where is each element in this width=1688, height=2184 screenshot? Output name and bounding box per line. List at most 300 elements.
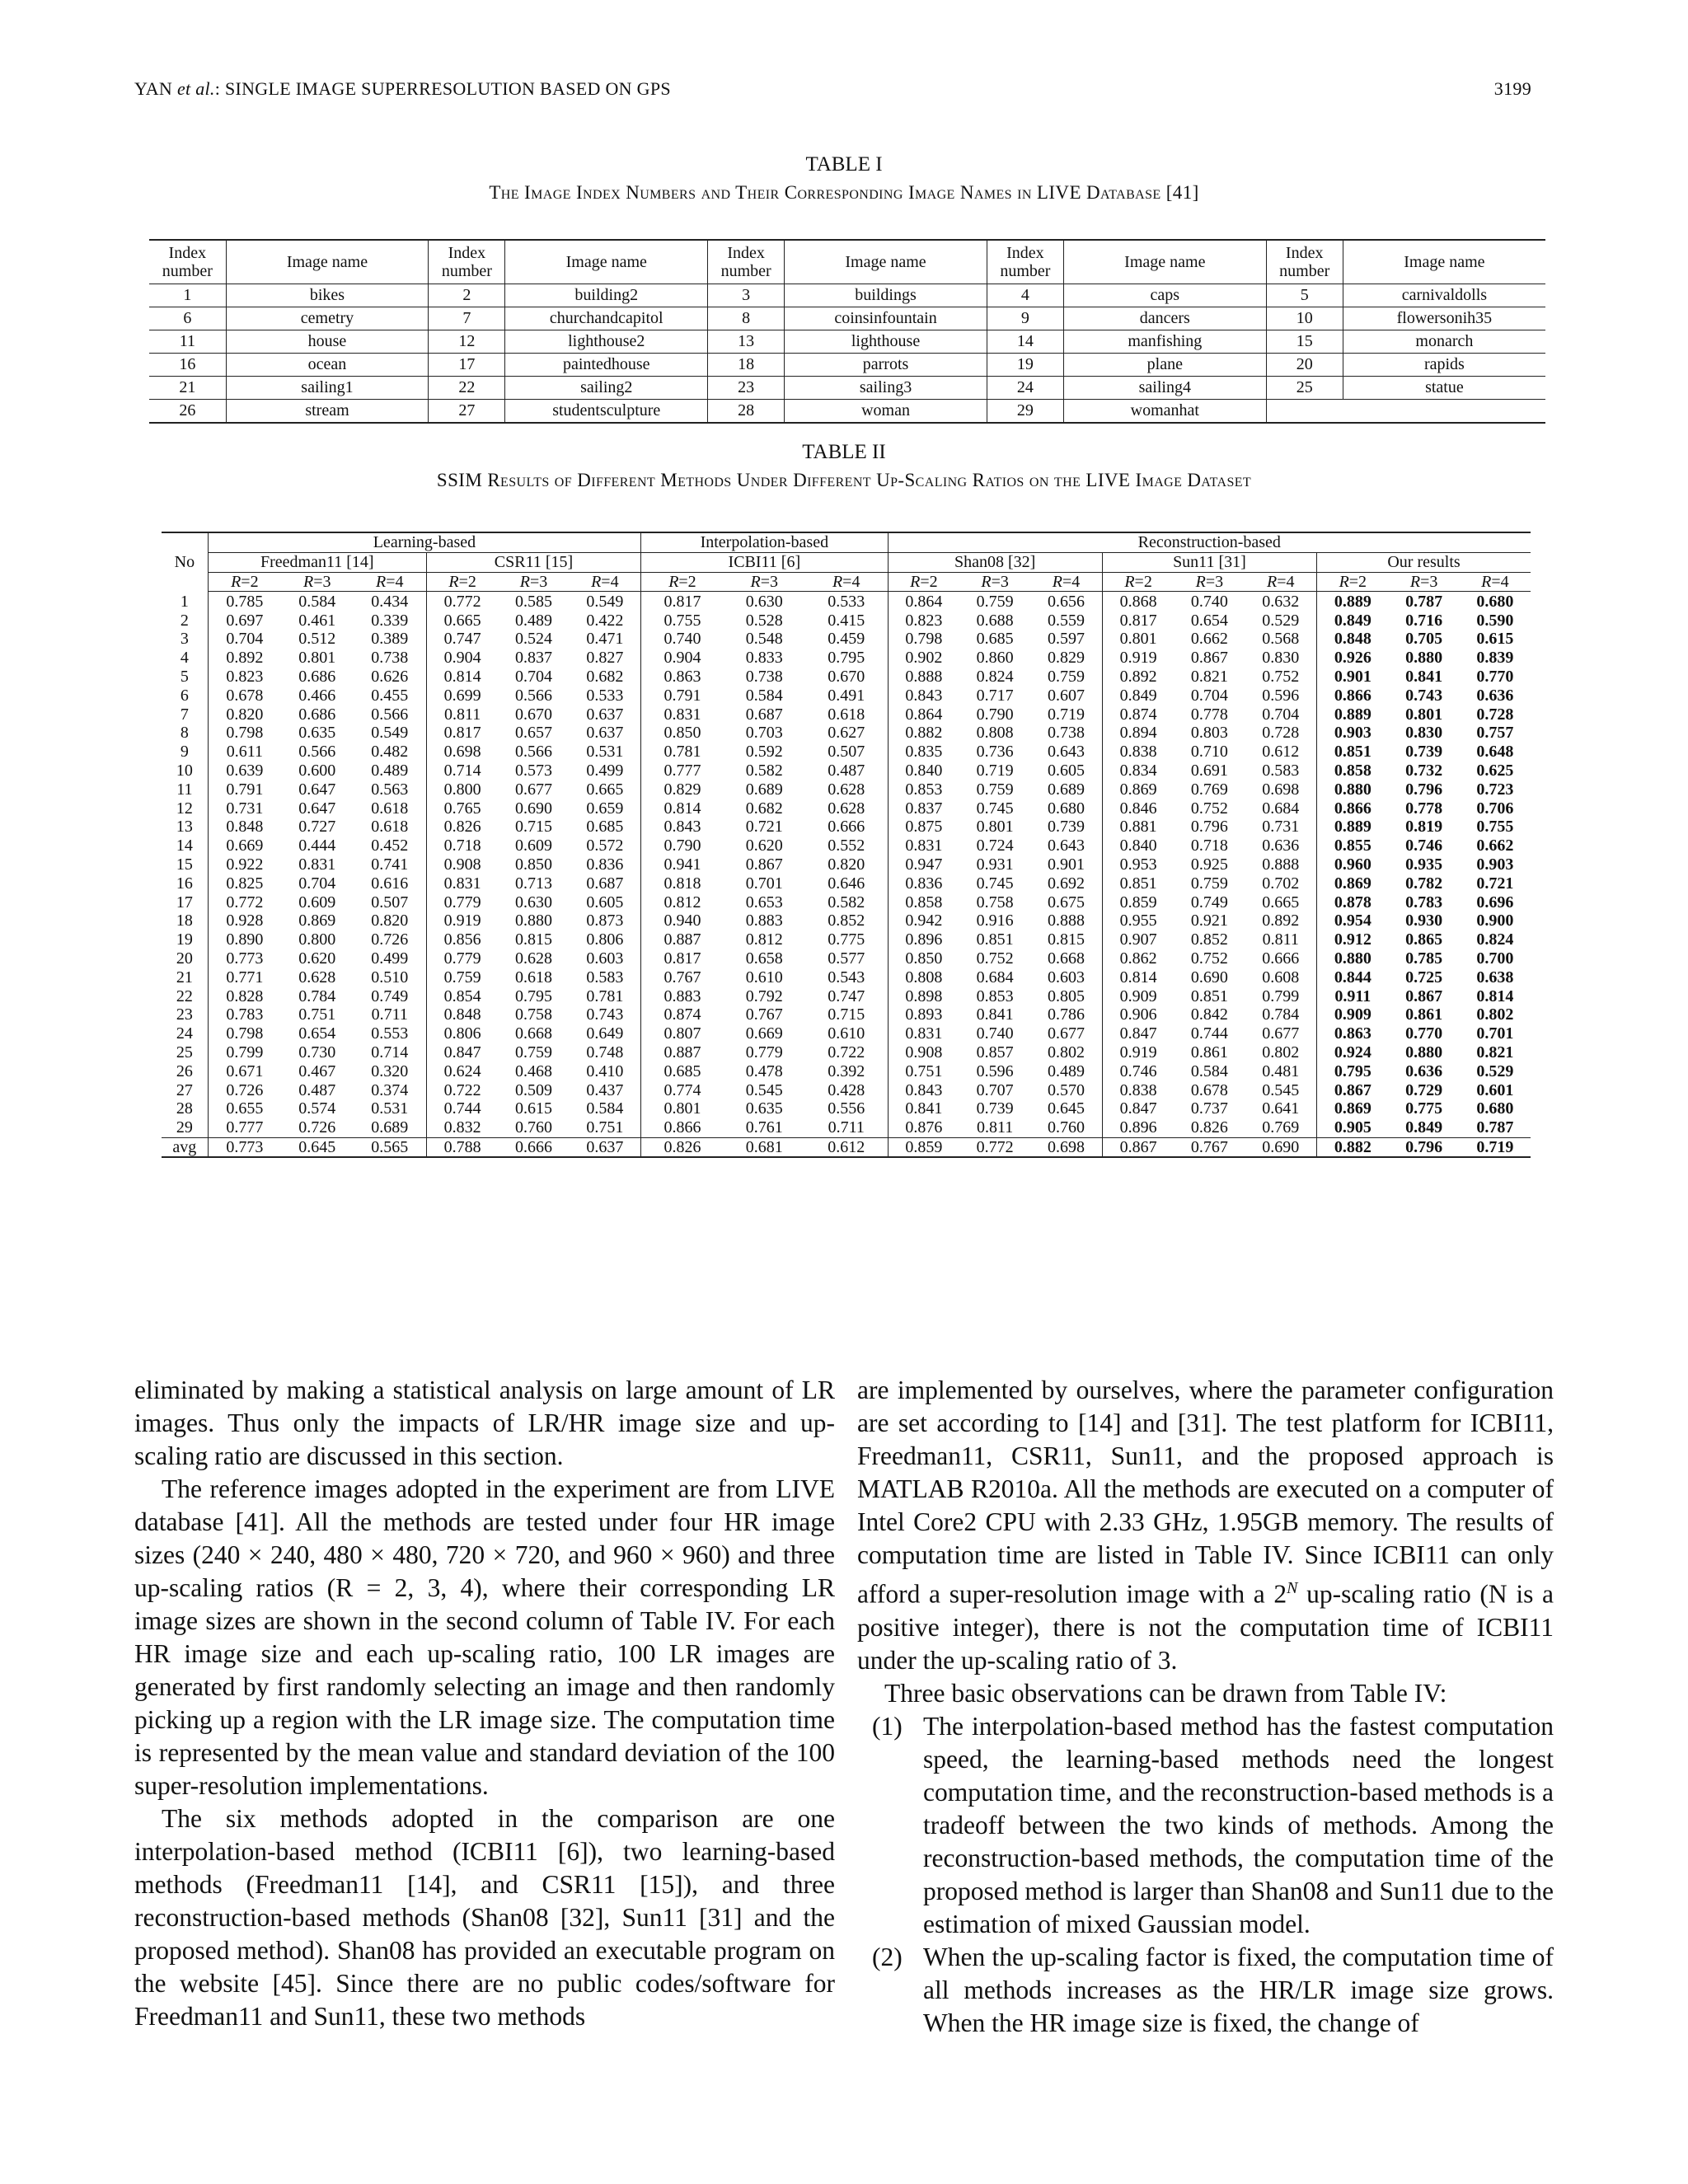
best-value-cell: 0.680 <box>1476 1099 1514 1118</box>
value-cell: 0.874 <box>1119 705 1157 724</box>
best-value-cell: 0.880 <box>1405 1043 1443 1062</box>
value-cell: 0.689 <box>1030 780 1102 799</box>
value-cell: 0.864 <box>905 705 943 724</box>
value-cell: 0.703 <box>745 724 783 743</box>
value-cell: 0.645 <box>281 1137 354 1157</box>
index-cell: 6 <box>149 307 226 330</box>
value-cell: 0.738 <box>354 649 427 668</box>
value-cell: 0.883 <box>745 912 783 930</box>
value-cell: 0.699 <box>443 686 481 705</box>
value-cell: 0.883 <box>663 987 701 1005</box>
table-row <box>162 705 1531 724</box>
value-cell: 0.863 <box>663 667 701 686</box>
image-name-cell: statue <box>1343 377 1545 400</box>
value-cell: 0.722 <box>443 1080 481 1099</box>
best-value-cell: 0.636 <box>1405 1062 1443 1080</box>
value-cell: 0.851 <box>976 930 1014 949</box>
value-cell: 0.888 <box>1245 855 1316 874</box>
image-name-header: Image name <box>785 240 987 284</box>
value-cell: 0.904 <box>443 649 481 668</box>
image-name-cell: building2 <box>505 284 708 307</box>
value-cell: 0.854 <box>443 987 481 1005</box>
table-row <box>162 987 1531 1005</box>
value-cell: 0.605 <box>570 893 641 912</box>
index-number-header: Index number <box>1266 240 1343 284</box>
value-cell: 0.747 <box>443 630 481 649</box>
table-row <box>149 307 1545 330</box>
list-item <box>857 1941 1554 2040</box>
value-cell: 0.618 <box>805 705 888 724</box>
value-cell: 0.531 <box>354 1099 427 1118</box>
value-cell: 0.800 <box>443 780 481 799</box>
ratio-variable: R <box>910 572 921 591</box>
value-cell: 0.582 <box>745 761 783 780</box>
value-cell: 0.874 <box>663 1005 701 1024</box>
value-cell: 0.455 <box>354 686 427 705</box>
value-cell: 0.603 <box>1030 968 1102 987</box>
method-header-row <box>162 552 1531 572</box>
ratio-header <box>1174 572 1245 592</box>
value-cell: 0.919 <box>1119 649 1157 668</box>
ratio-value: =2 <box>458 572 476 591</box>
value-cell: 0.817 <box>443 724 481 743</box>
best-value-cell: 0.636 <box>1476 686 1514 705</box>
best-value-cell: 0.924 <box>1334 1043 1372 1062</box>
best-value-cell: 0.954 <box>1334 912 1372 930</box>
table-row <box>162 780 1531 799</box>
value-cell: 0.909 <box>1119 987 1157 1005</box>
value-cell: 0.795 <box>805 649 888 668</box>
best-value-cell: 0.889 <box>1334 592 1372 611</box>
value-cell: 0.801 <box>976 818 1014 837</box>
best-value-cell: 0.880 <box>1334 780 1372 799</box>
value-cell: 0.851 <box>1119 874 1157 893</box>
value-cell: 0.761 <box>745 1118 783 1137</box>
paragraph: The six methods adopted in the comparison are one interpolation-based method (ICBI11 [6]), two learning-based methods (Freedman11 [14], and CSR11 [15]), and three reconstruction-based methods (Shan08 [32], Sun11 [31] and the proposed method). Shan08 has provided an executable program on the website [45]. Since there are no public codes/software for Freedman11 and Sun11, these two methods <box>134 1804 835 2031</box>
value-cell: 0.574 <box>298 1099 336 1118</box>
value-cell: 0.637 <box>570 705 641 724</box>
value-cell: 0.615 <box>514 1099 552 1118</box>
value-cell: 0.740 <box>976 1024 1014 1043</box>
value-cell: 0.843 <box>905 686 943 705</box>
ratio-header <box>1245 572 1316 592</box>
method-header: CSR11 [15] <box>426 552 640 572</box>
value-cell: 0.811 <box>444 705 481 724</box>
value-cell: 0.584 <box>745 686 783 705</box>
value-cell: 0.894 <box>1119 724 1157 743</box>
table2-number: TABLE II <box>802 441 886 463</box>
best-value-cell: 0.889 <box>1334 705 1372 724</box>
value-cell: 0.549 <box>570 592 641 611</box>
value-cell: 0.704 <box>298 874 336 893</box>
value-cell: 0.772 <box>226 893 264 912</box>
index-cell: 3 <box>708 284 785 307</box>
index-cell: 25 <box>1266 377 1343 400</box>
value-cell: 0.867 <box>1102 1137 1174 1157</box>
value-cell: 0.791 <box>663 686 701 705</box>
best-value-cell: 0.880 <box>1334 949 1372 968</box>
value-cell: 0.826 <box>641 1137 724 1157</box>
value-cell: 0.908 <box>905 1043 943 1062</box>
value-cell: 0.684 <box>1245 799 1316 818</box>
value-cell: 0.887 <box>663 1043 701 1062</box>
value-cell: 0.714 <box>443 761 481 780</box>
value-cell: 0.637 <box>570 724 641 743</box>
value-cell: 0.817 <box>1119 611 1157 630</box>
value-cell: 0.618 <box>514 968 552 987</box>
value-cell: 0.774 <box>663 1080 701 1099</box>
value-cell: 0.740 <box>1190 592 1228 611</box>
value-cell: 0.665 <box>443 611 481 630</box>
value-cell: 0.690 <box>514 799 552 818</box>
value-cell: 0.814 <box>663 799 701 818</box>
value-cell: 0.389 <box>354 630 427 649</box>
value-cell: 0.773 <box>208 1137 281 1157</box>
value-cell: 0.890 <box>226 930 264 949</box>
best-value-cell: 0.729 <box>1405 1080 1443 1099</box>
empty-cell <box>1266 400 1545 424</box>
index-cell: 7 <box>429 307 505 330</box>
value-cell: 0.867 <box>745 855 783 874</box>
image-name-header: Image name <box>505 240 708 284</box>
table-row <box>162 818 1531 837</box>
ratio-variable: R <box>231 572 241 591</box>
ratio-header <box>1030 572 1102 592</box>
value-cell: 0.893 <box>905 1005 943 1024</box>
value-cell: 0.461 <box>298 611 336 630</box>
value-cell: 0.904 <box>663 649 701 668</box>
value-cell: 0.850 <box>514 855 552 874</box>
value-cell: 0.565 <box>354 1137 427 1157</box>
value-cell: 0.847 <box>1119 1024 1157 1043</box>
row-index-cell: 8 <box>162 724 208 743</box>
value-cell: 0.841 <box>976 1005 1014 1024</box>
best-value-cell: 0.743 <box>1405 686 1443 705</box>
best-value-cell: 0.785 <box>1405 949 1443 968</box>
best-value-cell: 0.755 <box>1476 818 1514 837</box>
index-cell: 29 <box>987 400 1063 424</box>
value-cell: 0.848 <box>226 818 264 837</box>
table2-caption <box>0 438 1688 494</box>
value-cell: 0.724 <box>976 837 1014 855</box>
value-cell: 0.510 <box>354 968 427 987</box>
best-value-cell: 0.716 <box>1405 611 1443 630</box>
best-value-cell: 0.882 <box>1317 1137 1389 1157</box>
image-name-header: Image name <box>226 240 429 284</box>
value-cell: 0.608 <box>1245 968 1316 987</box>
value-cell: 0.798 <box>226 1024 264 1043</box>
value-cell: 0.715 <box>805 1005 888 1024</box>
table-row <box>162 1099 1531 1118</box>
ratio-value: =2 <box>920 572 938 591</box>
value-cell: 0.563 <box>354 780 427 799</box>
table-row <box>162 1005 1531 1024</box>
value-cell: 0.778 <box>1190 705 1228 724</box>
value-cell: 0.512 <box>298 630 336 649</box>
value-cell: 0.628 <box>805 780 888 799</box>
image-name-cell: house <box>226 330 429 354</box>
row-index-cell: 12 <box>162 799 208 818</box>
ratio-value: =2 <box>1348 572 1367 591</box>
value-cell: 0.597 <box>1030 630 1102 649</box>
value-cell: 0.790 <box>976 705 1014 724</box>
value-cell: 0.680 <box>1030 799 1102 818</box>
value-cell: 0.759 <box>1030 668 1102 687</box>
value-cell: 0.620 <box>745 837 783 855</box>
value-cell: 0.489 <box>514 611 552 630</box>
best-value-cell: 0.909 <box>1334 1005 1372 1024</box>
value-cell: 0.928 <box>226 912 264 930</box>
value-cell: 0.925 <box>1190 855 1228 874</box>
value-cell: 0.339 <box>354 611 427 630</box>
value-cell: 0.468 <box>514 1062 552 1080</box>
value-cell: 0.491 <box>805 686 888 705</box>
value-cell: 0.687 <box>570 874 641 893</box>
value-cell: 0.908 <box>443 855 481 874</box>
best-value-cell: 0.770 <box>1405 1024 1443 1043</box>
ratio-value: =2 <box>678 572 696 591</box>
value-cell: 0.801 <box>298 649 336 668</box>
value-cell: 0.831 <box>905 1024 943 1043</box>
row-index-cell: 21 <box>162 968 208 987</box>
value-cell: 0.612 <box>805 1137 888 1157</box>
value-cell: 0.670 <box>514 705 552 724</box>
value-cell: 0.864 <box>905 592 943 611</box>
row-index-cell: 27 <box>162 1080 208 1099</box>
value-cell: 0.654 <box>298 1024 336 1043</box>
value-cell: 0.852 <box>1190 930 1228 949</box>
value-cell: 0.715 <box>514 818 552 837</box>
best-value-cell: 0.819 <box>1405 818 1443 837</box>
value-cell: 0.832 <box>443 1118 481 1137</box>
value-cell: 0.573 <box>514 761 552 780</box>
best-value-cell: 0.796 <box>1389 1137 1460 1157</box>
best-value-cell: 0.867 <box>1405 987 1443 1005</box>
ratio-variable: R <box>981 572 992 591</box>
best-value-cell: 0.725 <box>1405 968 1443 987</box>
ratio-header <box>1102 572 1174 592</box>
best-value-cell: 0.601 <box>1476 1080 1514 1099</box>
value-cell: 0.545 <box>745 1080 783 1099</box>
best-value-cell: 0.662 <box>1476 837 1514 855</box>
best-value-cell: 0.787 <box>1476 1118 1514 1137</box>
index-cell: 1 <box>149 284 226 307</box>
row-index-cell: 28 <box>162 1099 208 1118</box>
value-cell: 0.662 <box>1190 630 1228 649</box>
value-cell: 0.499 <box>570 762 641 780</box>
value-cell: 0.759 <box>443 968 481 987</box>
ratio-variable: R <box>591 572 602 591</box>
value-cell: 0.805 <box>1030 987 1102 1005</box>
table-row <box>162 686 1531 705</box>
table2 <box>162 532 1531 1158</box>
page-number: 3199 <box>1493 78 1531 99</box>
value-cell: 0.876 <box>905 1118 943 1137</box>
index-cell: 23 <box>708 377 785 400</box>
value-cell: 0.808 <box>905 968 943 987</box>
best-value-cell: 0.638 <box>1476 968 1514 987</box>
value-cell: 0.704 <box>226 630 264 649</box>
value-cell: 0.824 <box>976 667 1014 686</box>
index-cell: 24 <box>987 377 1063 400</box>
best-value-cell: 0.648 <box>1476 743 1514 762</box>
value-cell: 0.566 <box>354 705 427 724</box>
value-cell: 0.815 <box>1030 930 1102 949</box>
value-cell: 0.444 <box>298 837 336 855</box>
value-cell: 0.759 <box>1190 874 1228 893</box>
image-name-cell: buildings <box>785 284 987 307</box>
index-cell: 14 <box>987 330 1063 354</box>
row-index-cell: 5 <box>162 668 208 687</box>
value-cell: 0.853 <box>976 987 1014 1005</box>
table-row <box>162 874 1531 893</box>
value-cell: 0.437 <box>570 1080 641 1099</box>
value-cell: 0.687 <box>745 705 783 724</box>
value-cell: 0.826 <box>1190 1118 1228 1137</box>
value-cell: 0.737 <box>1190 1099 1228 1118</box>
value-cell: 0.582 <box>805 893 888 912</box>
value-cell: 0.772 <box>959 1137 1030 1157</box>
value-cell: 0.767 <box>1174 1137 1245 1157</box>
best-value-cell: 0.728 <box>1476 705 1514 724</box>
value-cell: 0.784 <box>1245 1005 1316 1024</box>
row-index-cell: 19 <box>162 930 208 949</box>
value-cell: 0.888 <box>905 667 943 686</box>
best-value-cell: 0.901 <box>1334 667 1372 686</box>
value-cell: 0.665 <box>1245 893 1316 912</box>
value-cell: 0.748 <box>570 1043 641 1062</box>
best-value-cell: 0.701 <box>1476 1024 1514 1043</box>
value-cell: 0.902 <box>905 649 943 668</box>
value-cell: 0.807 <box>663 1024 701 1043</box>
value-cell: 0.736 <box>976 743 1014 762</box>
best-value-cell: 0.821 <box>1476 1043 1514 1062</box>
value-cell: 0.641 <box>1245 1099 1316 1118</box>
table-row <box>162 743 1531 762</box>
value-cell: 0.577 <box>805 949 888 968</box>
ratio-header <box>1317 572 1389 592</box>
value-cell: 0.392 <box>805 1062 888 1080</box>
image-name-cell: caps <box>1064 284 1267 307</box>
value-cell: 0.727 <box>298 818 336 837</box>
value-cell: 0.922 <box>226 855 264 874</box>
value-cell: 0.655 <box>226 1099 264 1118</box>
value-cell: 0.509 <box>514 1080 552 1099</box>
value-cell: 0.609 <box>298 893 336 912</box>
ratio-value: =3 <box>991 572 1009 591</box>
value-cell: 0.777 <box>663 761 701 780</box>
value-cell: 0.669 <box>745 1024 783 1043</box>
row-index-cell: 24 <box>162 1024 208 1043</box>
row-index-cell: 20 <box>162 949 208 968</box>
value-cell: 0.545 <box>1245 1080 1316 1099</box>
value-cell: 0.670 <box>805 668 888 687</box>
value-cell: 0.718 <box>1190 837 1228 855</box>
value-cell: 0.817 <box>663 949 701 968</box>
value-cell: 0.481 <box>1245 1062 1316 1080</box>
value-cell: 0.704 <box>1245 705 1316 724</box>
value-cell: 0.618 <box>354 818 427 837</box>
best-value-cell: 0.844 <box>1334 968 1372 987</box>
left-column <box>134 1374 835 2033</box>
value-cell: 0.583 <box>1245 762 1316 780</box>
value-cell: 0.747 <box>805 987 888 1005</box>
value-cell: 0.415 <box>805 611 888 630</box>
table-row <box>162 762 1531 780</box>
value-cell: 0.798 <box>905 630 943 649</box>
value-cell: 0.688 <box>976 611 1014 630</box>
index-cell: 19 <box>987 354 1063 377</box>
ratio-value: =4 <box>601 572 619 591</box>
value-cell: 0.898 <box>905 987 943 1005</box>
value-cell: 0.489 <box>354 762 427 780</box>
value-cell: 0.767 <box>663 968 701 987</box>
index-number-header: Index number <box>987 240 1063 284</box>
value-cell: 0.880 <box>514 912 552 930</box>
value-cell: 0.806 <box>443 1024 481 1043</box>
value-cell: 0.568 <box>1245 630 1316 649</box>
value-cell: 0.592 <box>745 743 783 762</box>
value-cell: 0.422 <box>570 611 641 630</box>
best-value-cell: 0.839 <box>1476 649 1514 668</box>
value-cell: 0.471 <box>570 630 641 649</box>
ratio-variable: R <box>1409 572 1421 591</box>
value-cell: 0.499 <box>354 949 427 968</box>
value-cell: 0.751 <box>905 1062 943 1080</box>
value-cell: 0.842 <box>1190 1005 1228 1024</box>
value-cell: 0.831 <box>443 874 481 893</box>
value-cell: 0.434 <box>354 592 427 611</box>
value-cell: 0.643 <box>1030 743 1102 762</box>
image-name-header: Image name <box>1064 240 1267 284</box>
best-value-cell: 0.866 <box>1334 799 1372 818</box>
best-value-cell: 0.889 <box>1334 818 1372 837</box>
value-cell: 0.777 <box>226 1118 264 1137</box>
best-value-cell: 0.926 <box>1334 649 1372 668</box>
value-cell: 0.691 <box>1190 761 1228 780</box>
value-cell: 0.707 <box>976 1080 1014 1099</box>
value-cell: 0.831 <box>663 705 701 724</box>
row-index-cell: 4 <box>162 649 208 668</box>
value-cell: 0.507 <box>354 893 427 912</box>
paragraph: eliminated by making a statistical analysis on large amount of LR images. Thus only the impacts of LR/HR image size and up-scaling ratio are discussed in this section. <box>134 1376 835 1470</box>
value-cell: 0.752 <box>1245 668 1316 687</box>
value-cell: 0.459 <box>805 630 888 649</box>
value-cell: 0.848 <box>443 1005 481 1024</box>
image-name-cell: paintedhouse <box>505 354 708 377</box>
table-row <box>162 968 1531 987</box>
best-value-cell: 0.732 <box>1405 761 1443 780</box>
list-marker: (1) <box>872 1711 903 1741</box>
best-value-cell: 0.778 <box>1405 799 1443 818</box>
value-cell: 0.410 <box>570 1062 641 1080</box>
table-row <box>162 1043 1531 1062</box>
value-cell: 0.785 <box>226 592 264 611</box>
value-cell: 0.896 <box>905 930 943 949</box>
value-cell: 0.826 <box>443 818 481 837</box>
value-cell: 0.566 <box>514 743 552 762</box>
value-cell: 0.745 <box>976 799 1014 818</box>
row-index-cell: 9 <box>162 743 208 762</box>
ratio-variable: R <box>1339 572 1349 591</box>
value-cell: 0.690 <box>1190 968 1228 987</box>
best-value-cell: 0.849 <box>1334 611 1372 630</box>
value-cell: 0.711 <box>805 1118 888 1137</box>
value-cell: 0.616 <box>354 874 427 893</box>
value-cell: 0.722 <box>805 1043 888 1062</box>
value-cell: 0.719 <box>1030 705 1102 724</box>
ratio-value: =4 <box>1062 572 1081 591</box>
